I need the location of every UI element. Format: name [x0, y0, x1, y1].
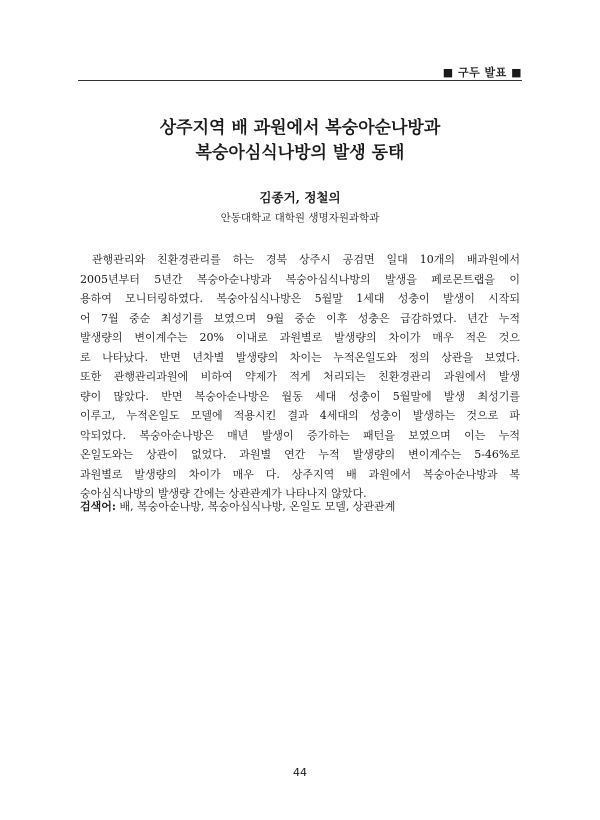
abstract-line: 용하여 모니터링하였다. 복숭아심식나방은 5월말 1세대 성충이 발생이 시작되 [80, 292, 520, 305]
abstract-line: 로 나타났다. 반면 년차별 발생량의 차이는 누적온일도와 정의 상관을 보였다. [80, 350, 520, 364]
abstract-line: 량이 많았다. 반면 복숭아순나방은 월동 세대 성충이 5월말에 발생 최성기를 [80, 389, 520, 403]
keywords [80, 498, 520, 514]
abstract [80, 250, 520, 504]
authors: 김종거, 정철의 [259, 190, 341, 205]
keywords-text: 배, 복숭아순나방, 복숭아심식나방, 온일도 모델, 상관관계 [115, 500, 396, 513]
keywords-label: 검색어: [80, 500, 116, 513]
affiliation: 안동대학교 대학원 생명자원과학과 [220, 212, 380, 224]
abstract-line: 과원별로 발생량의 차이가 매우 다. 상주지역 배 과원에서 복숭아순나방과 복 [80, 467, 520, 481]
abstract-line: 악되었다. 복숭아순나방은 매년 발생이 증가하는 패턴을 보였으며 이는 누적 [80, 428, 520, 442]
abstract-line: 어 7월 중순 최성기를 보였으며 9월 중순 이후 성충은 급감하였다. 년간 누적 [80, 311, 520, 325]
abstract-line: 숭아심식나방의 발생량 간에는 상관관계가 나타나지 않았다. [80, 487, 367, 500]
abstract-line: 2005년부터 5년간 복숭아순나방과 복숭아심식나방의 발생을 페로몬트랩을 이 [80, 272, 520, 286]
abstract-line: 또한 관행관리과원에 비하여 약제가 적게 처리되는 친환경관리 과원에서 발생 [80, 370, 520, 383]
abstract-line: 온일도와는 상관이 없었다. 과원별 연간 누적 발생량의 변이계수는 5-46%로 [80, 448, 520, 461]
page-number: 44 [293, 766, 307, 779]
abstract-line: 발생량의 변이계수는 20% 이내로 과원별로 발생량의 차이가 매우 적은 것으 [80, 331, 520, 344]
section-tag: ■ 구두 발표 ■ [442, 66, 522, 79]
abstract-line: 이루고, 누적온일도 모델에 적용시킨 결과 4세대의 성충이 발생하는 것으로 파 [80, 409, 520, 422]
title-line-2: 복숭아심식나방의 발생 동태 [195, 143, 405, 163]
title-line-1: 상주지역 배 과원에서 복숭아순나방과 [159, 118, 441, 138]
paper-title [78, 116, 522, 166]
header-rule [78, 80, 522, 81]
abstract-line: 관행관리와 친환경관리를 하는 경북 상주시 공검면 일대 10개의 배과원에서 [92, 253, 520, 266]
